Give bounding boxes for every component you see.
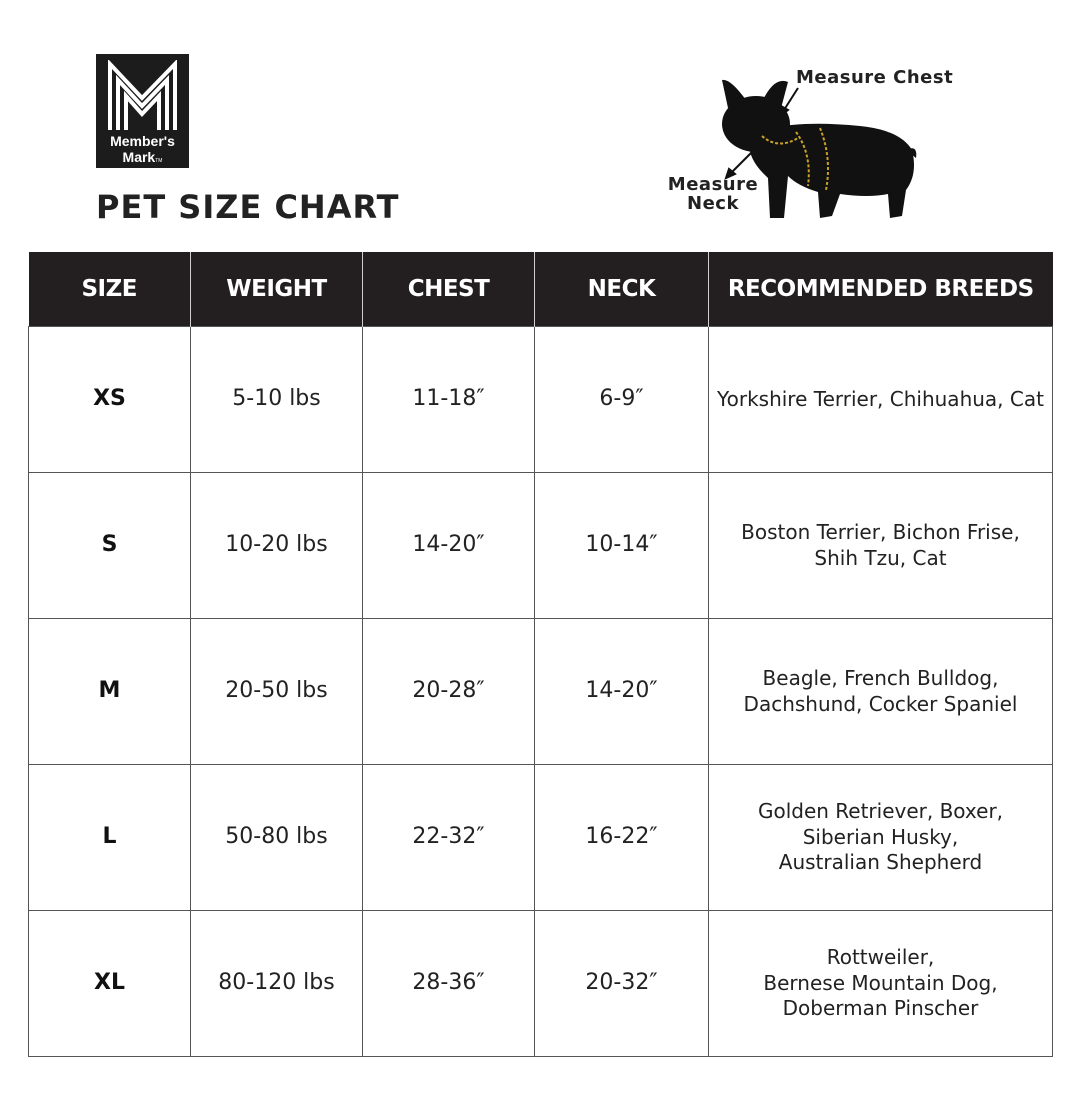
neck-cell: 16-22″ — [535, 765, 709, 911]
breed-line: Beagle, French Bulldog, — [762, 665, 999, 690]
neck-cell: 6-9″ — [535, 327, 709, 473]
header-size: SIZE — [29, 252, 191, 327]
breed-line: Rottweiler, — [826, 945, 935, 970]
weight-cell: 10-20 lbs — [191, 473, 363, 619]
chest-cell: 11-18″ — [363, 327, 535, 473]
table-row — [29, 327, 1053, 473]
neck-cell: 14-20″ — [535, 619, 709, 765]
breed-line: Australian Shepherd — [778, 850, 983, 875]
measurement-diagram — [650, 66, 990, 236]
table-header-row — [29, 252, 1053, 327]
size-chart-table — [28, 252, 1053, 1057]
chest-cell: 14-20″ — [363, 473, 535, 619]
measure-neck-label-line2: Neck — [687, 192, 739, 214]
logo-text-line2: MarkTM — [122, 149, 163, 165]
breed-line: Golden Retriever, Boxer, — [757, 799, 1004, 824]
page-title: PET SIZE CHART — [96, 188, 400, 226]
weight-cell: 20-50 lbs — [191, 619, 363, 765]
breeds-cell — [709, 765, 1053, 911]
size-cell: L — [29, 765, 191, 911]
header-chest: CHEST — [363, 252, 535, 327]
breed-line: Boston Terrier, Bichon Frise, — [741, 519, 1020, 544]
breeds-cell — [709, 619, 1053, 765]
measure-chest-label: Measure Chest — [796, 67, 954, 88]
breed-line: Doberman Pinscher — [782, 996, 979, 1021]
weight-cell: 80-120 lbs — [191, 911, 363, 1057]
header-neck: NECK — [535, 252, 709, 327]
size-cell: XL — [29, 911, 191, 1057]
measure-neck-label-line1: Measure — [667, 174, 759, 195]
chest-cell: 20-28″ — [363, 619, 535, 765]
header-recommended-breeds: RECOMMENDED BREEDS — [709, 252, 1053, 327]
breed-line: Siberian Husky, — [802, 824, 959, 849]
breed-line: Yorkshire Terrier, Chihuahua, Cat — [717, 386, 1044, 411]
table-row — [29, 911, 1053, 1057]
trademark-symbol: TM — [155, 158, 163, 164]
breed-line: Bernese Mountain Dog, — [763, 970, 998, 995]
breed-line: Dachshund, Cocker Spaniel — [743, 691, 1018, 716]
breeds-cell — [709, 911, 1053, 1057]
table-row — [29, 473, 1053, 619]
weight-cell: 50-80 lbs — [191, 765, 363, 911]
weight-cell: 5-10 lbs — [191, 327, 363, 473]
logo-text-line1: Member's — [110, 133, 175, 149]
table-row — [29, 765, 1053, 911]
size-cell: XS — [29, 327, 191, 473]
table-row — [29, 619, 1053, 765]
size-cell: S — [29, 473, 191, 619]
header-weight: WEIGHT — [191, 252, 363, 327]
neck-cell: 10-14″ — [535, 473, 709, 619]
members-mark-logo-icon — [107, 60, 178, 132]
neck-cell: 20-32″ — [535, 911, 709, 1057]
breeds-cell — [709, 473, 1053, 619]
breeds-cell — [709, 327, 1053, 473]
chest-cell: 28-36″ — [363, 911, 535, 1057]
size-cell: M — [29, 619, 191, 765]
brand-logo — [96, 54, 189, 168]
measure-neck-label — [658, 176, 768, 214]
breed-line: Shih Tzu, Cat — [814, 545, 947, 570]
chest-cell: 22-32″ — [363, 765, 535, 911]
